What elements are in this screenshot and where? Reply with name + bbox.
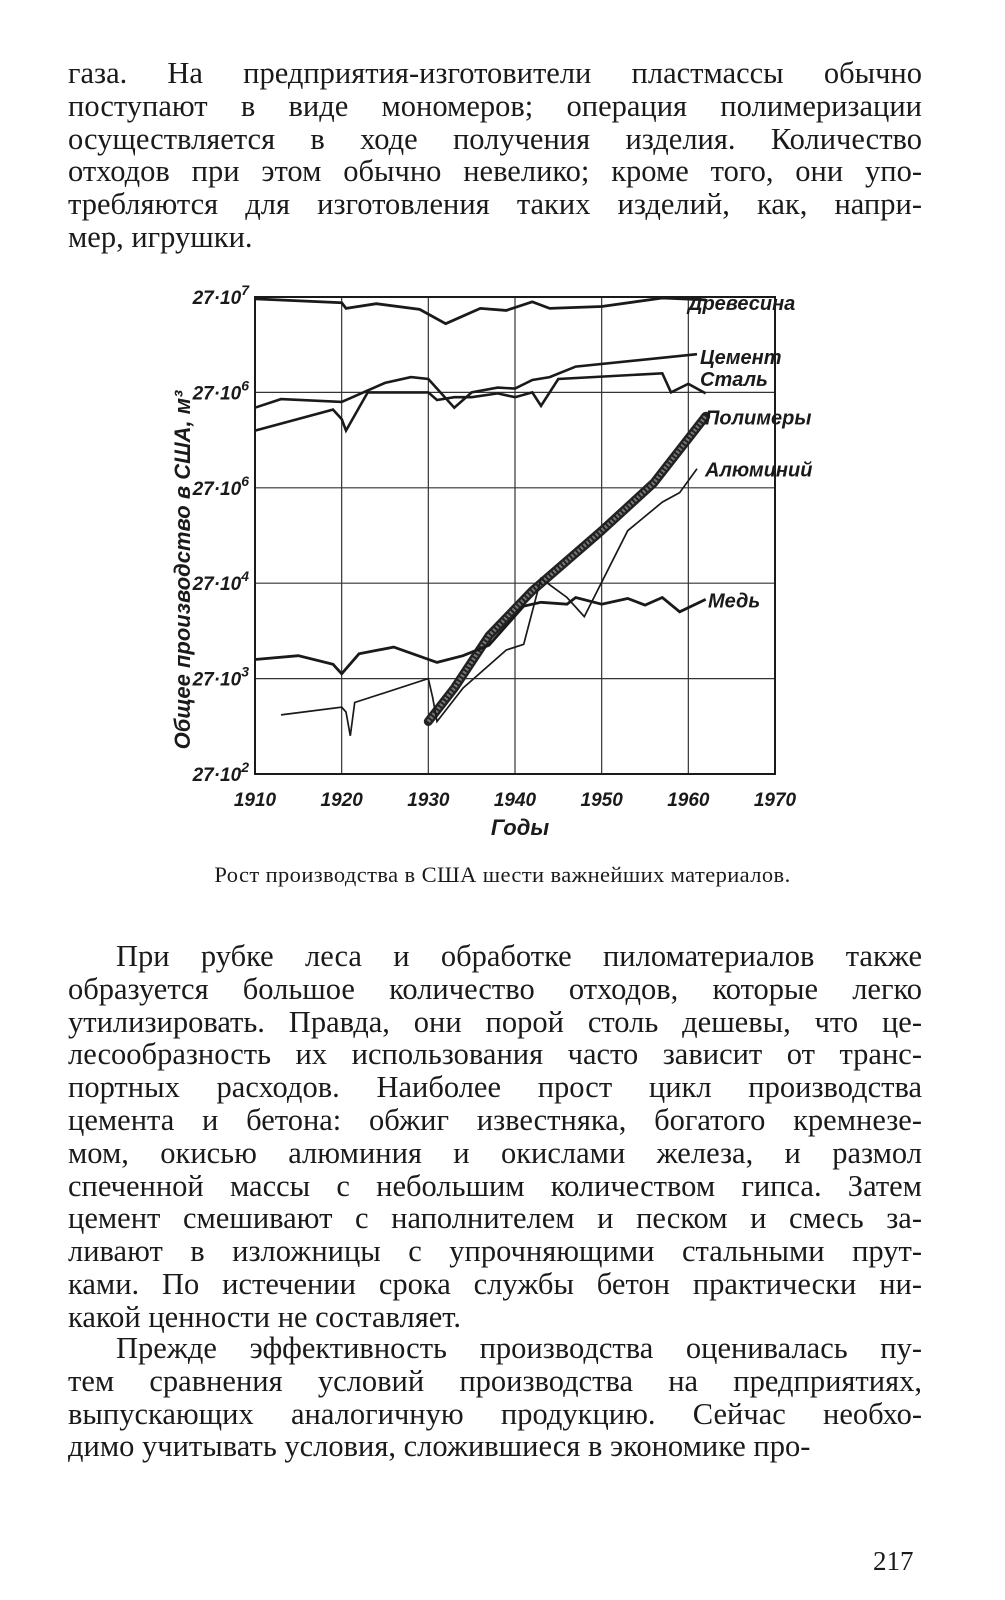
text-line: ками. По истечении срока службы бетон практически ни- — [68, 1266, 922, 1301]
text-line: димо учитывать условия, сложившиеся в экономике про- — [68, 1429, 811, 1464]
series-line-polymers — [428, 416, 705, 721]
x-tick-label: 1910 — [233, 790, 277, 811]
text-line: лесообразность их использования часто зависит от транс- — [68, 1037, 922, 1072]
x-tick-label: 1930 — [407, 790, 450, 811]
paragraph-2 — [68, 940, 922, 1334]
paragraph-1 — [68, 57, 922, 254]
y-tick-label: $27\cdot 10^3$ — [192, 663, 249, 691]
series-line-0 — [255, 298, 706, 324]
series-label: Алюминий — [705, 459, 813, 482]
text-line: отходов при этом обычно невелико; кроме того, они упо- — [68, 154, 922, 189]
x-tick-label: 1940 — [493, 790, 537, 811]
figure-caption: Рост производства в США шести важнейших материалов. — [214, 862, 791, 887]
text-line: осуществляется в ходе получения изделия. Количество — [68, 121, 922, 156]
text-line: Прежде эффективность производства оценивалась пу- — [116, 1331, 922, 1365]
text-line: какой ценности не составляет. — [68, 1299, 461, 1334]
series-label: Древесина — [688, 292, 796, 315]
x-tick-label: 1970 — [753, 790, 797, 811]
text-line: тем сравнения условий производства на предприятиях, — [68, 1363, 922, 1398]
series-line-polymers-outline — [428, 416, 705, 721]
series-line-1 — [255, 354, 697, 408]
series-label: Медь — [708, 590, 761, 613]
y-tick-labels — [192, 282, 251, 786]
chart-series — [255, 298, 706, 736]
text-line: портных расходов. Наиболее прост цикл производства — [68, 1070, 922, 1105]
y-tick-label: $27\cdot 10^6$ — [192, 377, 249, 405]
text-line: образуется большое количество отходов, которые легко — [68, 971, 922, 1006]
y-tick-label: $27\cdot 10^7$ — [192, 282, 249, 309]
text-line: цемент смешивают с наполнителем и песком и смесь за- — [68, 1201, 922, 1236]
x-tick-labels — [234, 790, 797, 811]
y-axis-label: Общее производство в США, м³ — [170, 390, 195, 750]
x-tick-label: 1950 — [580, 790, 623, 811]
paragraph-3 — [68, 1332, 922, 1463]
series-label: Полимеры — [705, 407, 812, 430]
text-line: газа. На предприятия-изготовители пластмассы обычно — [68, 56, 922, 90]
y-tick-label: $27\cdot 10^6$ — [192, 472, 249, 500]
y-tick-label: $27\cdot 10^2$ — [192, 759, 249, 786]
chart-grid — [255, 297, 775, 774]
page-number: 217 — [873, 1546, 914, 1576]
text-line: ливают в изложницы с упрочняющими стальными прут- — [68, 1234, 922, 1269]
series-label: Цемент — [700, 347, 782, 370]
series-line-5 — [255, 598, 706, 674]
text-line: мом, окисью алюминия и окислами железа, и размол — [68, 1135, 922, 1170]
y-tick-label: $27\cdot 10^4$ — [192, 568, 249, 596]
x-axis-label: Годы — [490, 815, 550, 840]
production-chart — [0, 270, 1005, 850]
text-line: При рубке леса и обработке пиломатериалов также — [116, 939, 922, 973]
text-line: поступают в виде мономеров; операция полимеризации — [68, 88, 922, 123]
text-line: требляются для изготовления таких изделий, как, напри- — [68, 187, 922, 222]
series-labels — [686, 293, 812, 613]
text-line: спеченной массы с небольшим количеством гипса. Затем — [68, 1168, 922, 1203]
x-tick-label: 1960 — [667, 790, 710, 811]
text-line: мер, игрушки. — [68, 219, 253, 254]
text-line: утилизировать. Правда, они порой столь дешевы, что це- — [68, 1004, 922, 1039]
text-line: цемента и бетона: обжиг известняка, богатого кремнезе- — [68, 1102, 922, 1137]
x-tick-label: 1920 — [320, 790, 363, 811]
series-label: Сталь — [700, 369, 768, 392]
text-line: выпускающих аналогичную продукцию. Сейчас необхо- — [68, 1396, 922, 1431]
